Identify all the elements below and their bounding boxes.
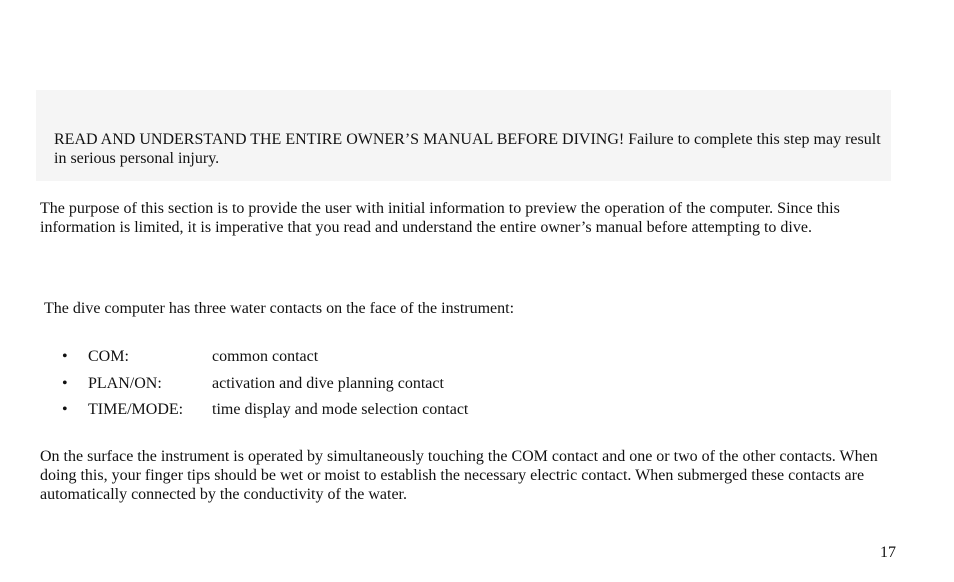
contact-description: time display and mode selection contact <box>212 401 469 418</box>
intro-paragraph: The purpose of this section is to provide the user with initial information to preview the operation of the computer. Since this information is limited, it is imperative that you read and understand the entire owner’s manual before attempting to dive. <box>40 200 840 236</box>
warning-box <box>36 90 891 181</box>
contact-description: common contact <box>212 348 319 365</box>
warning-text: READ AND UNDERSTAND THE ENTIRE OWNER’S MANUAL BEFORE DIVING! Failure to complete this step may result in serious personal injury. <box>54 131 881 167</box>
list-item <box>62 347 468 374</box>
list-item <box>62 374 468 401</box>
contact-term: PLAN/ON: <box>88 374 162 392</box>
contact-term: COM: <box>88 348 129 365</box>
contacts-lead-paragraph: The dive computer has three water contacts on the face of the instrument: <box>44 300 515 317</box>
list-item <box>62 400 468 427</box>
bullet-icon: • <box>62 374 68 392</box>
bullet-icon: • <box>62 401 68 418</box>
surface-operation-paragraph: On the surface the instrument is operated by simultaneously touching the COM contact and one or two of the other contacts. When doing this, your finger tips should be wet or moist to establish the necessary electric contact. When submerged these contacts are automatically connected by the conductivity of the water. <box>40 448 878 503</box>
bullet-icon: • <box>62 348 68 365</box>
page-number: 17 <box>880 544 896 561</box>
contacts-list <box>62 347 468 427</box>
contact-description: activation and dive planning contact <box>212 374 444 392</box>
contact-term: TIME/MODE: <box>88 401 184 418</box>
